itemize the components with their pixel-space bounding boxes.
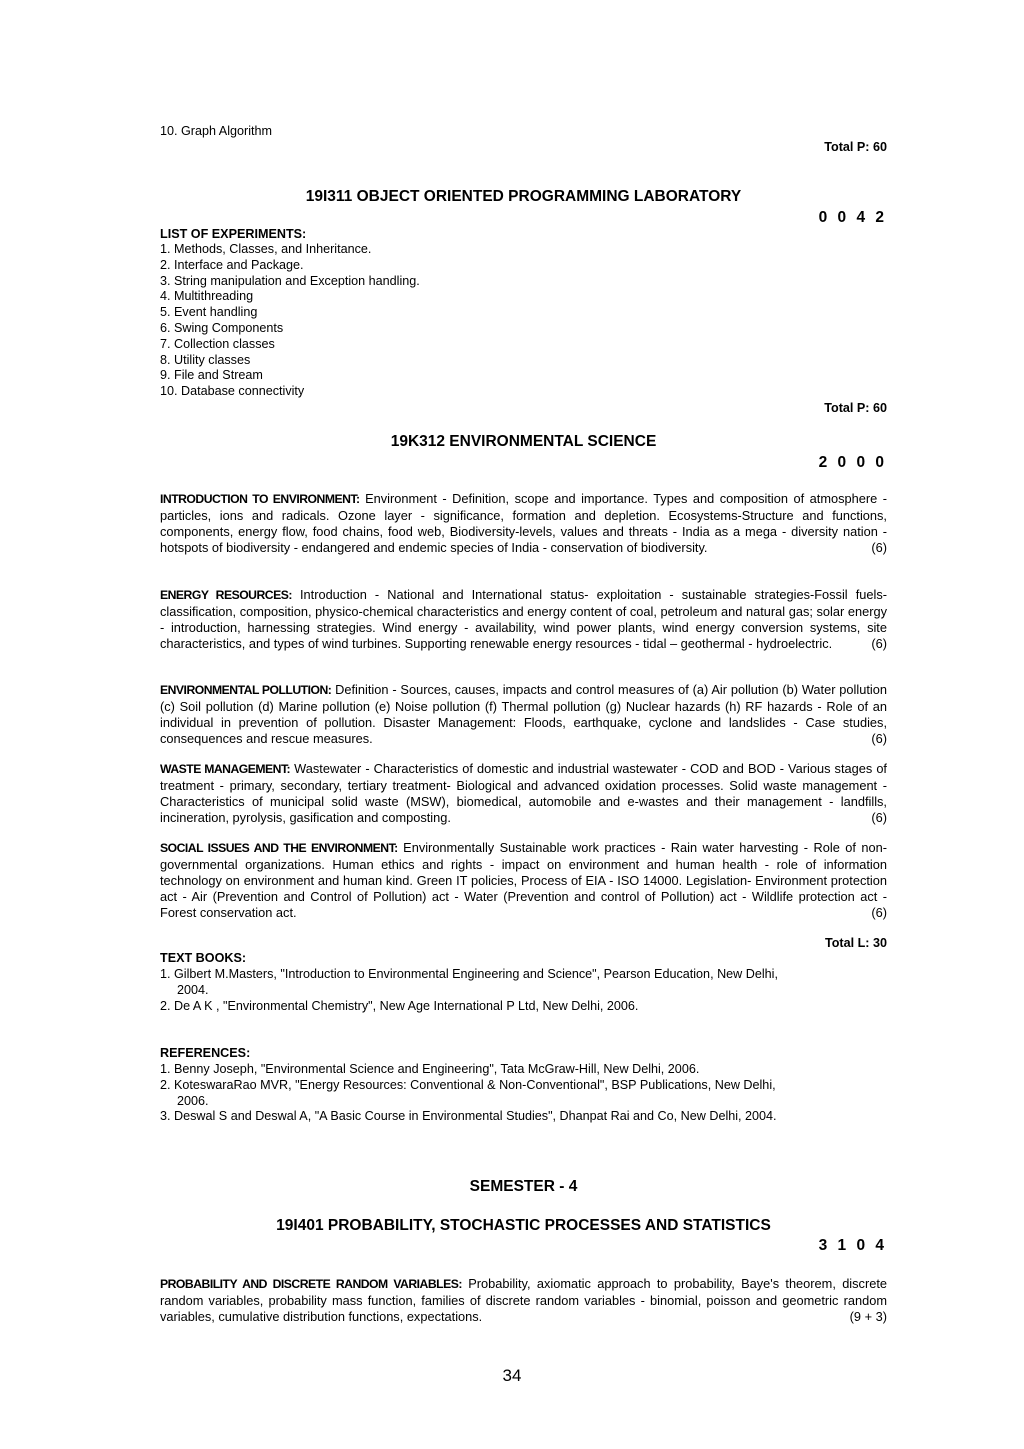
unit-heading: INTRODUCTION TO ENVIRONMENT: xyxy=(160,492,360,506)
unit-hours: (6) xyxy=(871,635,887,651)
unit-text: Definition - Sources, causes, impacts and control measures of (a) Air pollution (b) Water pollution (c) Soil pollution (d) Marine pollution (e) Noise pollution (f) Thermal pollution (g) Nuclear hazards (h) RF hazards - Role of an individual in prevention of pollution. Disaster Management: Floods, earthquake, cyclone and landslides - Case studies, consequences and rescue measures. xyxy=(160,682,887,746)
unit-paragraph xyxy=(160,761,887,826)
experiment-list xyxy=(160,242,887,400)
reference-item: 1. Benny Joseph, "Environmental Science and Engineering", Tata McGraw-Hill, New Delhi, 2006. xyxy=(160,1062,700,1076)
unit-hours: (6) xyxy=(871,539,887,555)
unit-text: Environment - Definition, scope and importance. Types and composition of atmosphere - particles, ions and radicals. Ozone layer - significance, formation and depletion. Ecosystems-Structure and functions, components, energy flow, food chains, food web, Biodiversity-levels, values and threats - India as a mega - diversity nation - hotspots of biodiversity - endangered and endemic species of India - conservation of biodiversity. xyxy=(160,491,887,555)
list-item: 1. Methods, Classes, and Inheritance. xyxy=(160,242,372,256)
section-heading: LIST OF EXPERIMENTS: xyxy=(160,227,307,241)
course-credits: 3 1 0 4 xyxy=(818,1237,887,1254)
unit-heading: ENVIRONMENTAL POLLUTION: xyxy=(160,683,332,697)
unit-paragraph xyxy=(160,587,887,652)
unit-hours: (9 + 3) xyxy=(849,1308,887,1324)
list-item: 5. Event handling xyxy=(160,305,258,320)
list-item: 4. Multithreading xyxy=(160,289,254,304)
list-item: 3. String manipulation and Exception handling. xyxy=(160,273,420,288)
unit-paragraph xyxy=(160,491,887,556)
unit-text: Introduction - National and International status- exploitation - sustainable strategies-Fossil fuels-classification, composition, physico-chemical characteristics and energy content of coal, petroleum and natural gas; solar energy - introduction, harnessing strategies. Wind energy - availability, wind power plants, wind energy conversion systems, site characteristics, and types of wind turbines. Supporting renewable energy resources - tidal – geothermal - hydroelectric. xyxy=(160,587,887,651)
reference-list xyxy=(160,1062,887,1125)
unit-text: Wastewater - Characteristics of domestic and industrial wastewater - COD and BOD - Various stages of treatment - primary, secondary, tertiary treatment- Biological and advanced oxidation processes. Solid waste management - Characteristics of municipal solid waste (MSW), biomedical, automobile and e-wastes and their management - landfills, incineration, pyrolysis, gasification and composting. xyxy=(160,761,887,825)
list-item: 10. Graph Algorithm xyxy=(160,124,273,138)
course-credits: 2 0 0 0 xyxy=(818,454,887,471)
unit-heading: WASTE MANAGEMENT: xyxy=(160,762,291,776)
reference-item: 2. KoteswaraRao MVR, "Energy Resources: Conventional & Non-Conventional", BSP Publications, New Delhi, xyxy=(160,1077,776,1092)
unit-text: Environmentally Sustainable work practices - Rain water harvesting - Role of non-governmental organizations. Human ethics and rights - impact on environment and human health - role of information technology on environment and human kind. Green IT policies, Process of EIA - ISO 14000. Legislation- Environment protection act - Air (Prevention and Control of Pollution) act - Water (Prevention and control of Pollution) act - Wildlife protection act - Forest conservation act. xyxy=(160,840,887,920)
list-item: 10. Database connectivity xyxy=(160,384,305,399)
total-hours: Total P: 60 xyxy=(824,140,887,154)
page-number: 34 xyxy=(502,1366,522,1385)
unit-paragraph xyxy=(160,682,887,747)
semester-heading: SEMESTER - 4 xyxy=(469,1178,578,1195)
list-item: 7. Collection classes xyxy=(160,336,275,351)
unit-paragraph xyxy=(160,1276,887,1325)
course-title: 19K312 ENVIRONMENTAL SCIENCE xyxy=(390,433,657,450)
list-item: 2. Interface and Package. xyxy=(160,257,304,272)
list-item: 8. Utility classes xyxy=(160,352,251,367)
unit-heading: ENERGY RESOURCES: xyxy=(160,588,292,602)
unit-hours: (6) xyxy=(871,730,887,746)
course-title: 19I311 OBJECT ORIENTED PROGRAMMING LABORATORY xyxy=(305,188,742,205)
total-hours: Total P: 60 xyxy=(824,401,887,415)
course-title: 19I401 PROBABILITY, STOCHASTIC PROCESSES AND STATISTICS xyxy=(276,1217,771,1234)
course-credits: 0 0 4 2 xyxy=(818,209,887,226)
unit-heading: SOCIAL ISSUES AND THE ENVIRONMENT: xyxy=(160,841,398,855)
reference-item-cont: 2006. xyxy=(177,1093,209,1108)
textbook-item-cont: 2004. xyxy=(177,982,209,997)
list-item: 9. File and Stream xyxy=(160,368,263,383)
unit-heading: PROBABILITY AND DISCRETE RANDOM VARIABLES: xyxy=(160,1277,462,1291)
unit-text: Probability, axiomatic approach to probability, Baye's theorem, discrete random variables, probability mass function, families of discrete random variables - binomial, poisson and geometric random variables, cumulative distribution functions, expectations. xyxy=(160,1276,887,1324)
unit-hours: (6) xyxy=(871,809,887,825)
textbook-item: 2. De A K , "Environmental Chemistry", New Age International P Ltd, New Delhi, 2006. xyxy=(160,998,639,1013)
list-item: 6. Swing Components xyxy=(160,320,284,335)
total-hours: Total L: 30 xyxy=(824,936,887,950)
reference-item: 3. Deswal S and Deswal A, "A Basic Course in Environmental Studies", Dhanpat Rai and Co, New Delhi, 2004. xyxy=(160,1109,777,1124)
unit-paragraph xyxy=(160,840,887,921)
textbook-list xyxy=(160,967,887,1014)
section-heading: REFERENCES: xyxy=(160,1046,251,1060)
section-heading: TEXT BOOKS: xyxy=(160,951,247,965)
textbook-item: 1. Gilbert M.Masters, "Introduction to Environmental Engineering and Science", Pearson Education, New Delhi, xyxy=(160,967,778,981)
unit-hours: (6) xyxy=(871,904,887,920)
